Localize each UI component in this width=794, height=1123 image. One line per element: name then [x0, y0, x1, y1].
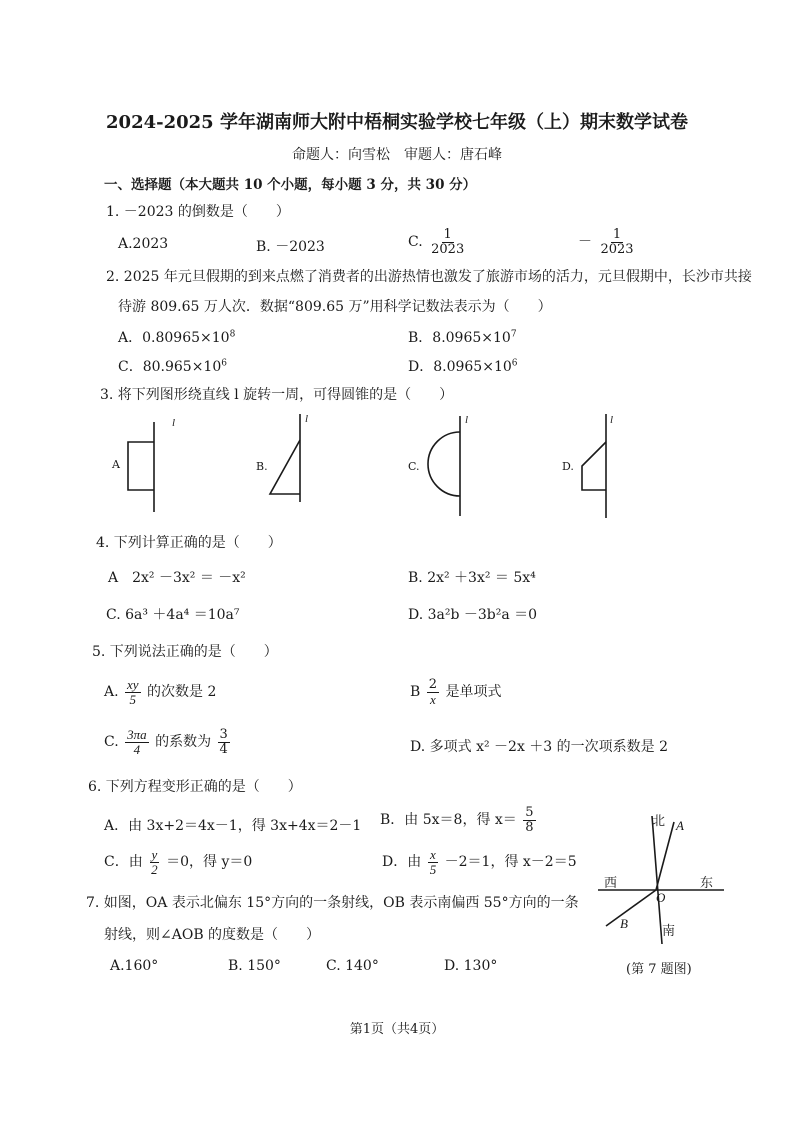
q7-origin-label: O — [656, 890, 666, 905]
q4-option-b: B. 2x² ＋3x² ＝ 5x⁴ — [408, 570, 536, 586]
q1-option-d-fraction: $\frac{1}{2023}$ — [600, 227, 634, 257]
q4-option-c: C. 6a³ ＋4a⁴ ＝10a⁷ — [106, 607, 240, 623]
exam-authors: 命题人：向雪松 审题人：唐石峰 — [292, 147, 502, 163]
q1-option-c-label: C. — [408, 234, 423, 251]
q6-option-c: C．由 $\frac{y}{2}$ ＝0，得 y＝0 — [104, 847, 253, 877]
q7-point-a-label: A — [676, 818, 684, 833]
exam-title: 2024-2025 学年湖南师大附中梧桐实验学校七年级（上）期末数学试卷 — [106, 112, 688, 133]
q7-south-label: 南 — [662, 924, 676, 939]
q1-option-d-label: － — [578, 234, 592, 251]
q6-option-b-fraction: $\frac{5}{8}$ — [525, 805, 534, 835]
q7-north-label: 北 — [652, 814, 666, 829]
q7-line1: 7. 如图，OA 表示北偏东 15°方向的一条射线，OB 表示南偏西 55°方向的一条 — [86, 895, 579, 911]
q2-option-b: B．$8.0965\times 10^7$ — [408, 329, 517, 346]
q4-option-a: A 2x² －3x² ＝ －x² — [108, 570, 246, 586]
q5-option-a: A. $\frac{xy}{5}$ 的次数是 2 — [104, 677, 217, 707]
q7-option-d: D. 130° — [444, 958, 498, 974]
q1-option-d — [578, 228, 638, 256]
q3-stem: 3. 将下列图形绕直线 l 旋转一周，可得圆锥的是（ ） — [100, 387, 454, 403]
q1-option-c — [408, 228, 468, 256]
q1-option-b: B. －2023 — [256, 239, 325, 255]
q7-line2: 射线，则∠AOB 的度数是（ ） — [104, 927, 321, 943]
q6-option-c-fraction: $\frac{y}{2}$ — [151, 847, 158, 877]
q3-figure-d-label: D. — [562, 460, 574, 473]
q7-option-a: A.160° — [110, 958, 159, 974]
q7-east-label: 东 — [700, 876, 714, 891]
q1-option-c-fraction: $\frac{1}{2023}$ — [431, 227, 465, 257]
q5-option-b: B $\frac{2}{x}$ 是单项式 — [410, 677, 502, 707]
q2-line2: 待游 809.65 万人次．数据“809.65 万”用科学记数法表示为（ ） — [118, 299, 552, 315]
q3-figure-b-label: B. — [256, 460, 268, 473]
q3-figure-b-triangle — [266, 412, 326, 512]
q5-option-c-fraction: $\frac{3\pi a}{4}$ — [127, 727, 147, 757]
q3-figure-c-semicircle — [422, 414, 482, 524]
q5-option-b-fraction: $\frac{2}{x}$ — [428, 677, 438, 707]
q1-stem: 1. －2023 的倒数是（ ） — [106, 204, 290, 220]
q4-stem: 4. 下列计算正确的是（ ） — [96, 535, 282, 551]
q5-option-d: D. 多项式 x² －2x ＋3 的一次项系数是 2 — [410, 739, 669, 755]
q5-option-a-fraction: $\frac{xy}{5}$ — [127, 677, 139, 707]
q7-option-c: C. 140° — [326, 958, 379, 974]
q6-option-a: A．由 3x+2＝4x－1，得 3x+4x＝2－1 — [104, 818, 362, 834]
q3-figure-c-label: C. — [408, 460, 420, 473]
q5-stem: 5. 下列说法正确的是（ ） — [92, 644, 278, 660]
q3-figure-c-axis-label: l — [465, 414, 469, 426]
q1-option-a: A.2023 — [118, 236, 169, 252]
q7-figure-caption: (第 7 题图) — [626, 962, 692, 977]
q3-figure-a-rectangle — [124, 418, 184, 518]
q2-option-a: A．$0.80965\times 10^8$ — [118, 329, 236, 346]
q3-figure-d-axis-label: l — [610, 414, 614, 426]
q5-option-c-coefficient: $\frac{3}{4}$ — [219, 727, 228, 757]
q3-figure-d-trapezoid — [576, 412, 636, 522]
q6-option-d-fraction: $\frac{x}{5}$ — [429, 847, 437, 877]
q3-figure-b-axis-label: l — [305, 413, 309, 425]
q3-figure-a-axis-label: l — [172, 417, 176, 429]
page-footer: 第1页（共4页） — [349, 1022, 445, 1037]
q5-option-c: C. $\frac{3\pi a}{4}$ 的系数为 $\frac{3}{4}$ — [104, 727, 228, 757]
q2-line1: 2. 2025 年元旦假期的到来点燃了消费者的出游热情也激发了旅游市场的活力，元旦假期中，长沙市共接 — [106, 269, 752, 285]
q3-figure-a-label: A — [112, 458, 120, 471]
q2-option-c: C．$80.965\times 10^6$ — [118, 358, 227, 375]
q2-option-d: D．$8.0965\times 10^6$ — [408, 358, 518, 375]
q7-point-b-label: B — [620, 916, 628, 931]
q7-west-label: 西 — [604, 876, 618, 891]
q6-option-b: B．由 5x＝8，得 x＝ $\frac{5}{8}$ — [380, 805, 534, 835]
section-heading: 一、选择题（本大题共 10 个小题，每小题 3 分，共 30 分） — [104, 177, 477, 193]
q6-option-d: D．由 $\frac{x}{5}$ －2＝1，得 x－2＝5 — [382, 847, 577, 877]
q7-option-b: B. 150° — [228, 958, 281, 974]
q6-stem: 6. 下列方程变形正确的是（ ） — [88, 779, 302, 795]
q4-option-d: D. 3a²b －3b²a ＝0 — [408, 607, 538, 623]
